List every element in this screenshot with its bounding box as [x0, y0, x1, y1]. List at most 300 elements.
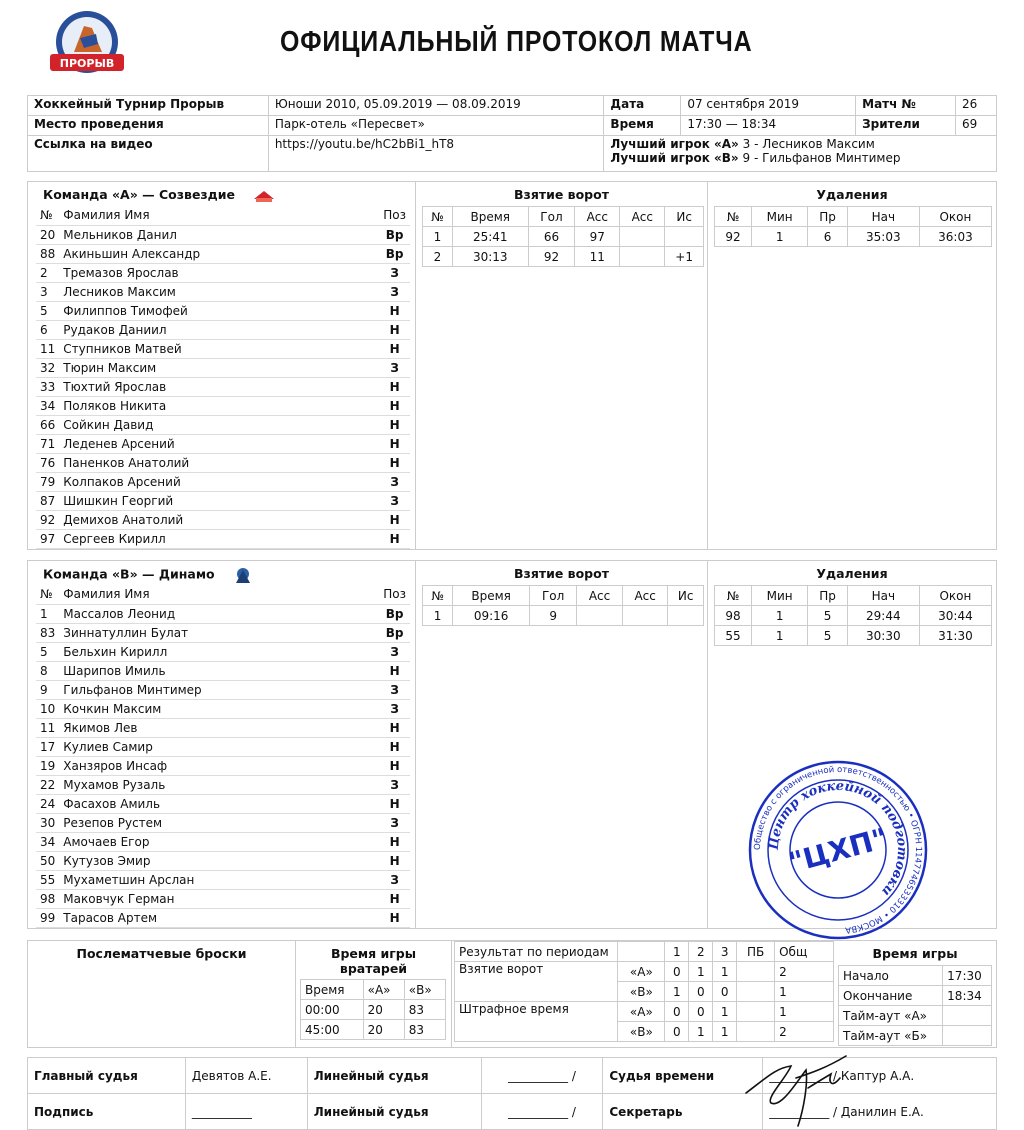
- player-position: З: [379, 642, 410, 661]
- shootouts-title: Послематчевые броски: [76, 946, 247, 961]
- table-cell: 30:44: [919, 606, 991, 626]
- table-cell: 11: [575, 247, 620, 267]
- player-row: [36, 453, 410, 472]
- player-position: З: [379, 775, 410, 794]
- table-cell: 30:13: [452, 247, 528, 267]
- player-position: Н: [379, 756, 410, 775]
- timeout-b-label: Тайм-аут «Б»: [839, 1026, 943, 1046]
- date-label: Дата: [604, 96, 681, 116]
- game-time-table: [838, 965, 992, 1046]
- table-cell: 09:16: [453, 606, 530, 626]
- secretary-value: __________ / Данилин Е.А.: [763, 1094, 997, 1130]
- column-header: №: [423, 207, 453, 227]
- player-position: Вр: [379, 623, 410, 642]
- pim-team-b: «В»: [618, 1022, 665, 1042]
- team-b-goals-table: [422, 585, 704, 626]
- pim-row-label: Штрафное время: [455, 1002, 618, 1042]
- player-row: [36, 529, 410, 548]
- linesman-2-label: Линейный судья: [307, 1094, 481, 1130]
- table-cell: 2: [423, 247, 453, 267]
- table-cell: 9: [530, 606, 577, 626]
- player-number: 87: [36, 491, 59, 510]
- pim-a-total: 1: [775, 1002, 834, 1022]
- best-player-a-label: Лучший игрок «А»: [610, 137, 739, 151]
- linesman-1-value: __________ /: [481, 1058, 603, 1094]
- player-name: Паненков Анатолий: [59, 453, 379, 472]
- player-row: [36, 320, 410, 339]
- player-name: Леденев Арсений: [59, 434, 379, 453]
- player-position: Н: [379, 661, 410, 680]
- player-position: Н: [379, 794, 410, 813]
- pim-team-a: «А»: [618, 1002, 665, 1022]
- penalty-row: [715, 626, 992, 646]
- player-number: 30: [36, 813, 59, 832]
- summary-block: [27, 940, 997, 1048]
- roster-header: [36, 585, 410, 604]
- player-position: З: [379, 263, 410, 282]
- team-a-goals-title: Взятие ворот: [514, 187, 609, 202]
- venue-label: Место проведения: [28, 116, 269, 136]
- column-header: Гол: [528, 207, 575, 227]
- table-cell: 30:30: [847, 626, 919, 646]
- player-name: Мельников Данил: [59, 225, 379, 244]
- table-cell: [620, 227, 665, 247]
- player-position: Н: [379, 339, 410, 358]
- column-header: Пр: [808, 586, 847, 606]
- player-row: [36, 908, 410, 927]
- player-position: Н: [379, 301, 410, 320]
- player-name: Зиннатуллин Булат: [59, 623, 379, 642]
- timekeeper-label: Судья времени: [603, 1058, 763, 1094]
- player-number: 22: [36, 775, 59, 794]
- roster-pos-header: Поз: [379, 206, 410, 225]
- player-position: З: [379, 680, 410, 699]
- roster-header: [36, 206, 410, 225]
- date-value: 07 сентября 2019: [681, 96, 856, 116]
- player-name: Шарипов Имиль: [59, 661, 379, 680]
- player-row: [36, 889, 410, 908]
- team-a-logo-icon: [253, 189, 275, 203]
- table-cell: 20: [363, 1020, 404, 1040]
- team-a-goals-table: [422, 206, 704, 267]
- goal-row-header: [423, 586, 704, 606]
- team-a-penalties-title: Удаления: [816, 187, 888, 202]
- shootout-header: ПБ: [737, 942, 775, 962]
- player-row: [36, 263, 410, 282]
- player-row: [36, 358, 410, 377]
- goals-a-p3: 1: [713, 962, 737, 982]
- player-name: Филиппов Тимофей: [59, 301, 379, 320]
- player-row: [36, 661, 410, 680]
- goalie-time-row-header: [301, 980, 446, 1000]
- column-header: Гол: [530, 586, 577, 606]
- video-link[interactable]: https://youtu.be/hC2bBi1_hT8: [268, 136, 604, 172]
- player-number: 98: [36, 889, 59, 908]
- table-cell: 83: [404, 1000, 445, 1020]
- team-a-block: [27, 181, 997, 550]
- venue-value: Парк-отель «Пересвет»: [268, 116, 604, 136]
- player-position: З: [379, 358, 410, 377]
- period-3-header: 3: [713, 942, 737, 962]
- player-position: З: [379, 813, 410, 832]
- table-cell: 1: [423, 606, 453, 626]
- player-position: Вр: [379, 244, 410, 263]
- player-row: [36, 301, 410, 320]
- table-cell: [668, 606, 704, 626]
- roster-num-header: №: [36, 206, 59, 225]
- player-number: 32: [36, 358, 59, 377]
- table-cell: 36:03: [919, 227, 991, 247]
- player-row: [36, 775, 410, 794]
- page-title: ОФИЦИАЛЬНЫЙ ПРОТОКОЛ МАТЧА: [280, 26, 753, 58]
- svg-text:ПРОРЫВ: ПРОРЫВ: [59, 57, 115, 70]
- player-row: [36, 680, 410, 699]
- table-cell: 55: [715, 626, 752, 646]
- team-b-penalties-title: Удаления: [816, 566, 888, 581]
- period-1-header: 1: [665, 942, 689, 962]
- column-header: Время: [452, 207, 528, 227]
- player-number: 33: [36, 377, 59, 396]
- goals-b-total: 1: [775, 982, 834, 1002]
- player-position: Н: [379, 320, 410, 339]
- player-number: 6: [36, 320, 59, 339]
- player-number: 3: [36, 282, 59, 301]
- player-position: Н: [379, 396, 410, 415]
- player-position: З: [379, 472, 410, 491]
- linesman-2-value: __________ /: [481, 1094, 603, 1130]
- player-position: З: [379, 491, 410, 510]
- player-row: [36, 396, 410, 415]
- column-header: Асс: [577, 586, 623, 606]
- pim-a-p2: 0: [689, 1002, 713, 1022]
- player-name: Демихов Анатолий: [59, 510, 379, 529]
- pim-b-p3: 1: [713, 1022, 737, 1042]
- roster-name-header: Фамилия Имя: [59, 206, 379, 225]
- svg-text:Центр хоккейной подготовки: Центр хоккейной подготовки: [766, 778, 910, 899]
- secretary-label: Секретарь: [603, 1094, 763, 1130]
- player-number: 2: [36, 263, 59, 282]
- column-header: «А»: [363, 980, 404, 1000]
- team-a-roster: [36, 206, 410, 549]
- table-cell: 00:00: [301, 1000, 364, 1020]
- table-cell: 98: [715, 606, 752, 626]
- team-b-name: [43, 566, 253, 584]
- pim-a-so: [737, 1002, 775, 1022]
- player-position: Н: [379, 718, 410, 737]
- linesman-1-label: Линейный судья: [307, 1058, 481, 1094]
- team-b-logo-icon: [233, 566, 253, 584]
- table-cell: 1: [751, 606, 807, 626]
- column-header: Ис: [665, 207, 704, 227]
- goal-row: [423, 227, 704, 247]
- goals-a-total: 2: [775, 962, 834, 982]
- column-header: Мин: [751, 586, 807, 606]
- column-header: Пр: [808, 207, 847, 227]
- pim-b-p1: 0: [665, 1022, 689, 1042]
- player-row: [36, 756, 410, 775]
- player-row: [36, 718, 410, 737]
- player-row: [36, 472, 410, 491]
- goalie-time-row: [301, 1020, 446, 1040]
- goal-row-header: [423, 207, 704, 227]
- signature-label: Подпись: [28, 1094, 186, 1130]
- roster-name-header: Фамилия Имя: [59, 585, 379, 604]
- player-row: [36, 737, 410, 756]
- penalty-row-header: [715, 586, 992, 606]
- player-number: 88: [36, 244, 59, 263]
- column-header: Окон: [919, 586, 991, 606]
- goals-team-a: «А»: [618, 962, 665, 982]
- goal-row: [423, 606, 704, 626]
- best-player-b-value: 9 - Гильфанов Минтимер: [742, 151, 901, 165]
- player-number: 11: [36, 718, 59, 737]
- signature-value: __________: [185, 1094, 307, 1130]
- timeout-a-label: Тайм-аут «А»: [839, 1006, 943, 1026]
- goalie-time-title: Время игры вратарей: [330, 946, 417, 976]
- player-position: Н: [379, 851, 410, 870]
- end-label: Окончание: [839, 986, 943, 1006]
- video-label: Ссылка на видео: [28, 136, 269, 172]
- table-cell: 92: [528, 247, 575, 267]
- player-position: Н: [379, 832, 410, 851]
- goals-a-p2: 1: [689, 962, 713, 982]
- player-number: 34: [36, 396, 59, 415]
- player-number: 66: [36, 415, 59, 434]
- timeout-b-value: [943, 1026, 992, 1046]
- player-row: [36, 794, 410, 813]
- goals-row-label: Взятие ворот: [455, 962, 618, 1002]
- timekeeper-value: __________ / Каптур А.А.: [763, 1058, 997, 1094]
- table-cell: 35:03: [847, 227, 919, 247]
- column-header: Асс: [622, 586, 668, 606]
- table-cell: 66: [528, 227, 575, 247]
- team-b-label: Команда «В» — Динамо: [43, 566, 215, 582]
- player-row: [36, 851, 410, 870]
- player-number: 50: [36, 851, 59, 870]
- player-number: 34: [36, 832, 59, 851]
- table-cell: 6: [808, 227, 847, 247]
- column-header: Асс: [620, 207, 665, 227]
- player-number: 76: [36, 453, 59, 472]
- player-name: Лесников Максим: [59, 282, 379, 301]
- roster-num-header: №: [36, 585, 59, 604]
- player-name: Массалов Леонид: [59, 604, 379, 623]
- goals-b-p3: 0: [713, 982, 737, 1002]
- team-b-penalties-table: [714, 585, 992, 646]
- player-position: Н: [379, 889, 410, 908]
- player-name: Мухамов Рузаль: [59, 775, 379, 794]
- player-number: 92: [36, 510, 59, 529]
- svg-text:Общество с ограниченной ответс: Общество с ограниченной ответственностью • ОГРН 1147746533310 • МОСКВА: [752, 764, 924, 935]
- tournament-value: Юноши 2010, 05.09.2019 — 08.09.2019: [268, 96, 604, 116]
- player-name: Рудаков Даниил: [59, 320, 379, 339]
- player-position: Н: [379, 737, 410, 756]
- best-player-a-value: 3 - Лесников Максим: [742, 137, 875, 151]
- player-row: [36, 642, 410, 661]
- pim-b-p2: 1: [689, 1022, 713, 1042]
- player-name: Резепов Рустем: [59, 813, 379, 832]
- team-b-roster: [36, 585, 410, 928]
- player-number: 99: [36, 908, 59, 927]
- pim-a-p1: 0: [665, 1002, 689, 1022]
- player-position: Вр: [379, 604, 410, 623]
- table-cell: 97: [575, 227, 620, 247]
- table-cell: 1: [751, 227, 807, 247]
- match-number-label: Матч №: [856, 96, 956, 116]
- player-position: Н: [379, 529, 410, 548]
- player-position: Н: [379, 434, 410, 453]
- goalie-time-row: [301, 1000, 446, 1020]
- player-number: 83: [36, 623, 59, 642]
- player-row: [36, 282, 410, 301]
- player-name: Шишкин Георгий: [59, 491, 379, 510]
- player-number: 9: [36, 680, 59, 699]
- player-number: 5: [36, 301, 59, 320]
- player-number: 55: [36, 870, 59, 889]
- time-value: 17:30 — 18:34: [681, 116, 856, 136]
- player-name: Сойкин Давид: [59, 415, 379, 434]
- player-name: Фасахов Амиль: [59, 794, 379, 813]
- player-name: Акиньшин Александр: [59, 244, 379, 263]
- penalty-row: [715, 227, 992, 247]
- column-header: «В»: [404, 980, 445, 1000]
- main-referee-value: Девятов А.Е.: [185, 1058, 307, 1094]
- player-position: Н: [379, 453, 410, 472]
- player-position: Н: [379, 415, 410, 434]
- player-position: З: [379, 870, 410, 889]
- player-name: Якимов Лев: [59, 718, 379, 737]
- player-position: З: [379, 699, 410, 718]
- player-row: [36, 339, 410, 358]
- goals-b-p1: 1: [665, 982, 689, 1002]
- player-name: Сергеев Кирилл: [59, 529, 379, 548]
- player-name: Ханзяров Инсаф: [59, 756, 379, 775]
- column-header: №: [423, 586, 453, 606]
- column-header: Мин: [751, 207, 807, 227]
- team-a-penalties-table: [714, 206, 992, 247]
- table-cell: 5: [808, 606, 847, 626]
- table-cell: 29:44: [847, 606, 919, 626]
- table-cell: [622, 606, 668, 626]
- player-number: 19: [36, 756, 59, 775]
- table-cell: 45:00: [301, 1020, 364, 1040]
- player-row: [36, 434, 410, 453]
- player-position: Н: [379, 908, 410, 927]
- spectators-value: 69: [956, 116, 997, 136]
- table-cell: 83: [404, 1020, 445, 1040]
- player-number: 24: [36, 794, 59, 813]
- player-row: [36, 813, 410, 832]
- period-2-header: 2: [689, 942, 713, 962]
- timeout-a-value: [943, 1006, 992, 1026]
- best-player-b-label: Лучший игрок «В»: [610, 151, 739, 165]
- goals-b-so: [737, 982, 775, 1002]
- column-header: №: [715, 207, 752, 227]
- table-cell: 1: [423, 227, 453, 247]
- table-cell: 92: [715, 227, 752, 247]
- penalty-row-header: [715, 207, 992, 227]
- player-number: 10: [36, 699, 59, 718]
- start-value: 17:30: [943, 966, 992, 986]
- column-header: Нач: [847, 586, 919, 606]
- goals-team-b: «В»: [618, 982, 665, 1002]
- player-position: Н: [379, 377, 410, 396]
- goalie-time-table: [300, 979, 446, 1040]
- player-name: Тюхтий Ярослав: [59, 377, 379, 396]
- time-label: Время: [604, 116, 681, 136]
- player-number: 1: [36, 604, 59, 623]
- roster-pos-header: Поз: [379, 585, 410, 604]
- column-header: Ис: [668, 586, 704, 606]
- column-header: Нач: [847, 207, 919, 227]
- player-row: [36, 225, 410, 244]
- player-position: З: [379, 282, 410, 301]
- game-time-title: Время игры: [872, 946, 958, 961]
- pim-b-total: 2: [775, 1022, 834, 1042]
- player-number: 97: [36, 529, 59, 548]
- table-cell: [577, 606, 623, 626]
- pim-b-so: [737, 1022, 775, 1042]
- goals-a-so: [737, 962, 775, 982]
- goals-b-p2: 0: [689, 982, 713, 1002]
- column-header: Асс: [575, 207, 620, 227]
- player-name: Кулиев Самир: [59, 737, 379, 756]
- player-name: Тарасов Артем: [59, 908, 379, 927]
- player-name: Колпаков Арсений: [59, 472, 379, 491]
- player-position: Н: [379, 510, 410, 529]
- player-name: Маковчук Герман: [59, 889, 379, 908]
- pim-a-p3: 1: [713, 1002, 737, 1022]
- table-cell: 25:41: [452, 227, 528, 247]
- player-number: 71: [36, 434, 59, 453]
- player-number: 79: [36, 472, 59, 491]
- player-number: 8: [36, 661, 59, 680]
- table-cell: 20: [363, 1000, 404, 1020]
- periods-title: Результат по периодам: [455, 942, 618, 962]
- handwritten-signature: [736, 1048, 886, 1128]
- best-players: [604, 136, 997, 172]
- table-cell: +1: [665, 247, 704, 267]
- end-value: 18:34: [943, 986, 992, 1006]
- total-header: Общ: [775, 942, 834, 962]
- player-name: Кутузов Эмир: [59, 851, 379, 870]
- team-a-label: Команда «А» — Созвездие: [43, 187, 236, 202]
- player-number: 5: [36, 642, 59, 661]
- player-row: [36, 415, 410, 434]
- tournament-label: Хоккейный Турнир Прорыв: [28, 96, 269, 116]
- period-results-table: [454, 941, 834, 1042]
- team-a-name: [43, 187, 275, 203]
- svg-text:"ЦХП": "ЦХП": [785, 821, 891, 880]
- start-label: Начало: [839, 966, 943, 986]
- penalty-row: [715, 606, 992, 626]
- player-name: Амочаев Егор: [59, 832, 379, 851]
- player-name: Кочкин Максим: [59, 699, 379, 718]
- player-row: [36, 491, 410, 510]
- player-row: [36, 699, 410, 718]
- player-name: Тюрин Максим: [59, 358, 379, 377]
- player-row: [36, 604, 410, 623]
- column-header: Время: [301, 980, 364, 1000]
- player-name: Поляков Никита: [59, 396, 379, 415]
- player-name: Гильфанов Минтимер: [59, 680, 379, 699]
- player-number: 20: [36, 225, 59, 244]
- team-b-goals-title: Взятие ворот: [514, 566, 609, 581]
- table-cell: 5: [808, 626, 847, 646]
- main-referee-label: Главный судья: [28, 1058, 186, 1094]
- tournament-logo: [44, 8, 130, 78]
- player-name: Мухаметшин Арслан: [59, 870, 379, 889]
